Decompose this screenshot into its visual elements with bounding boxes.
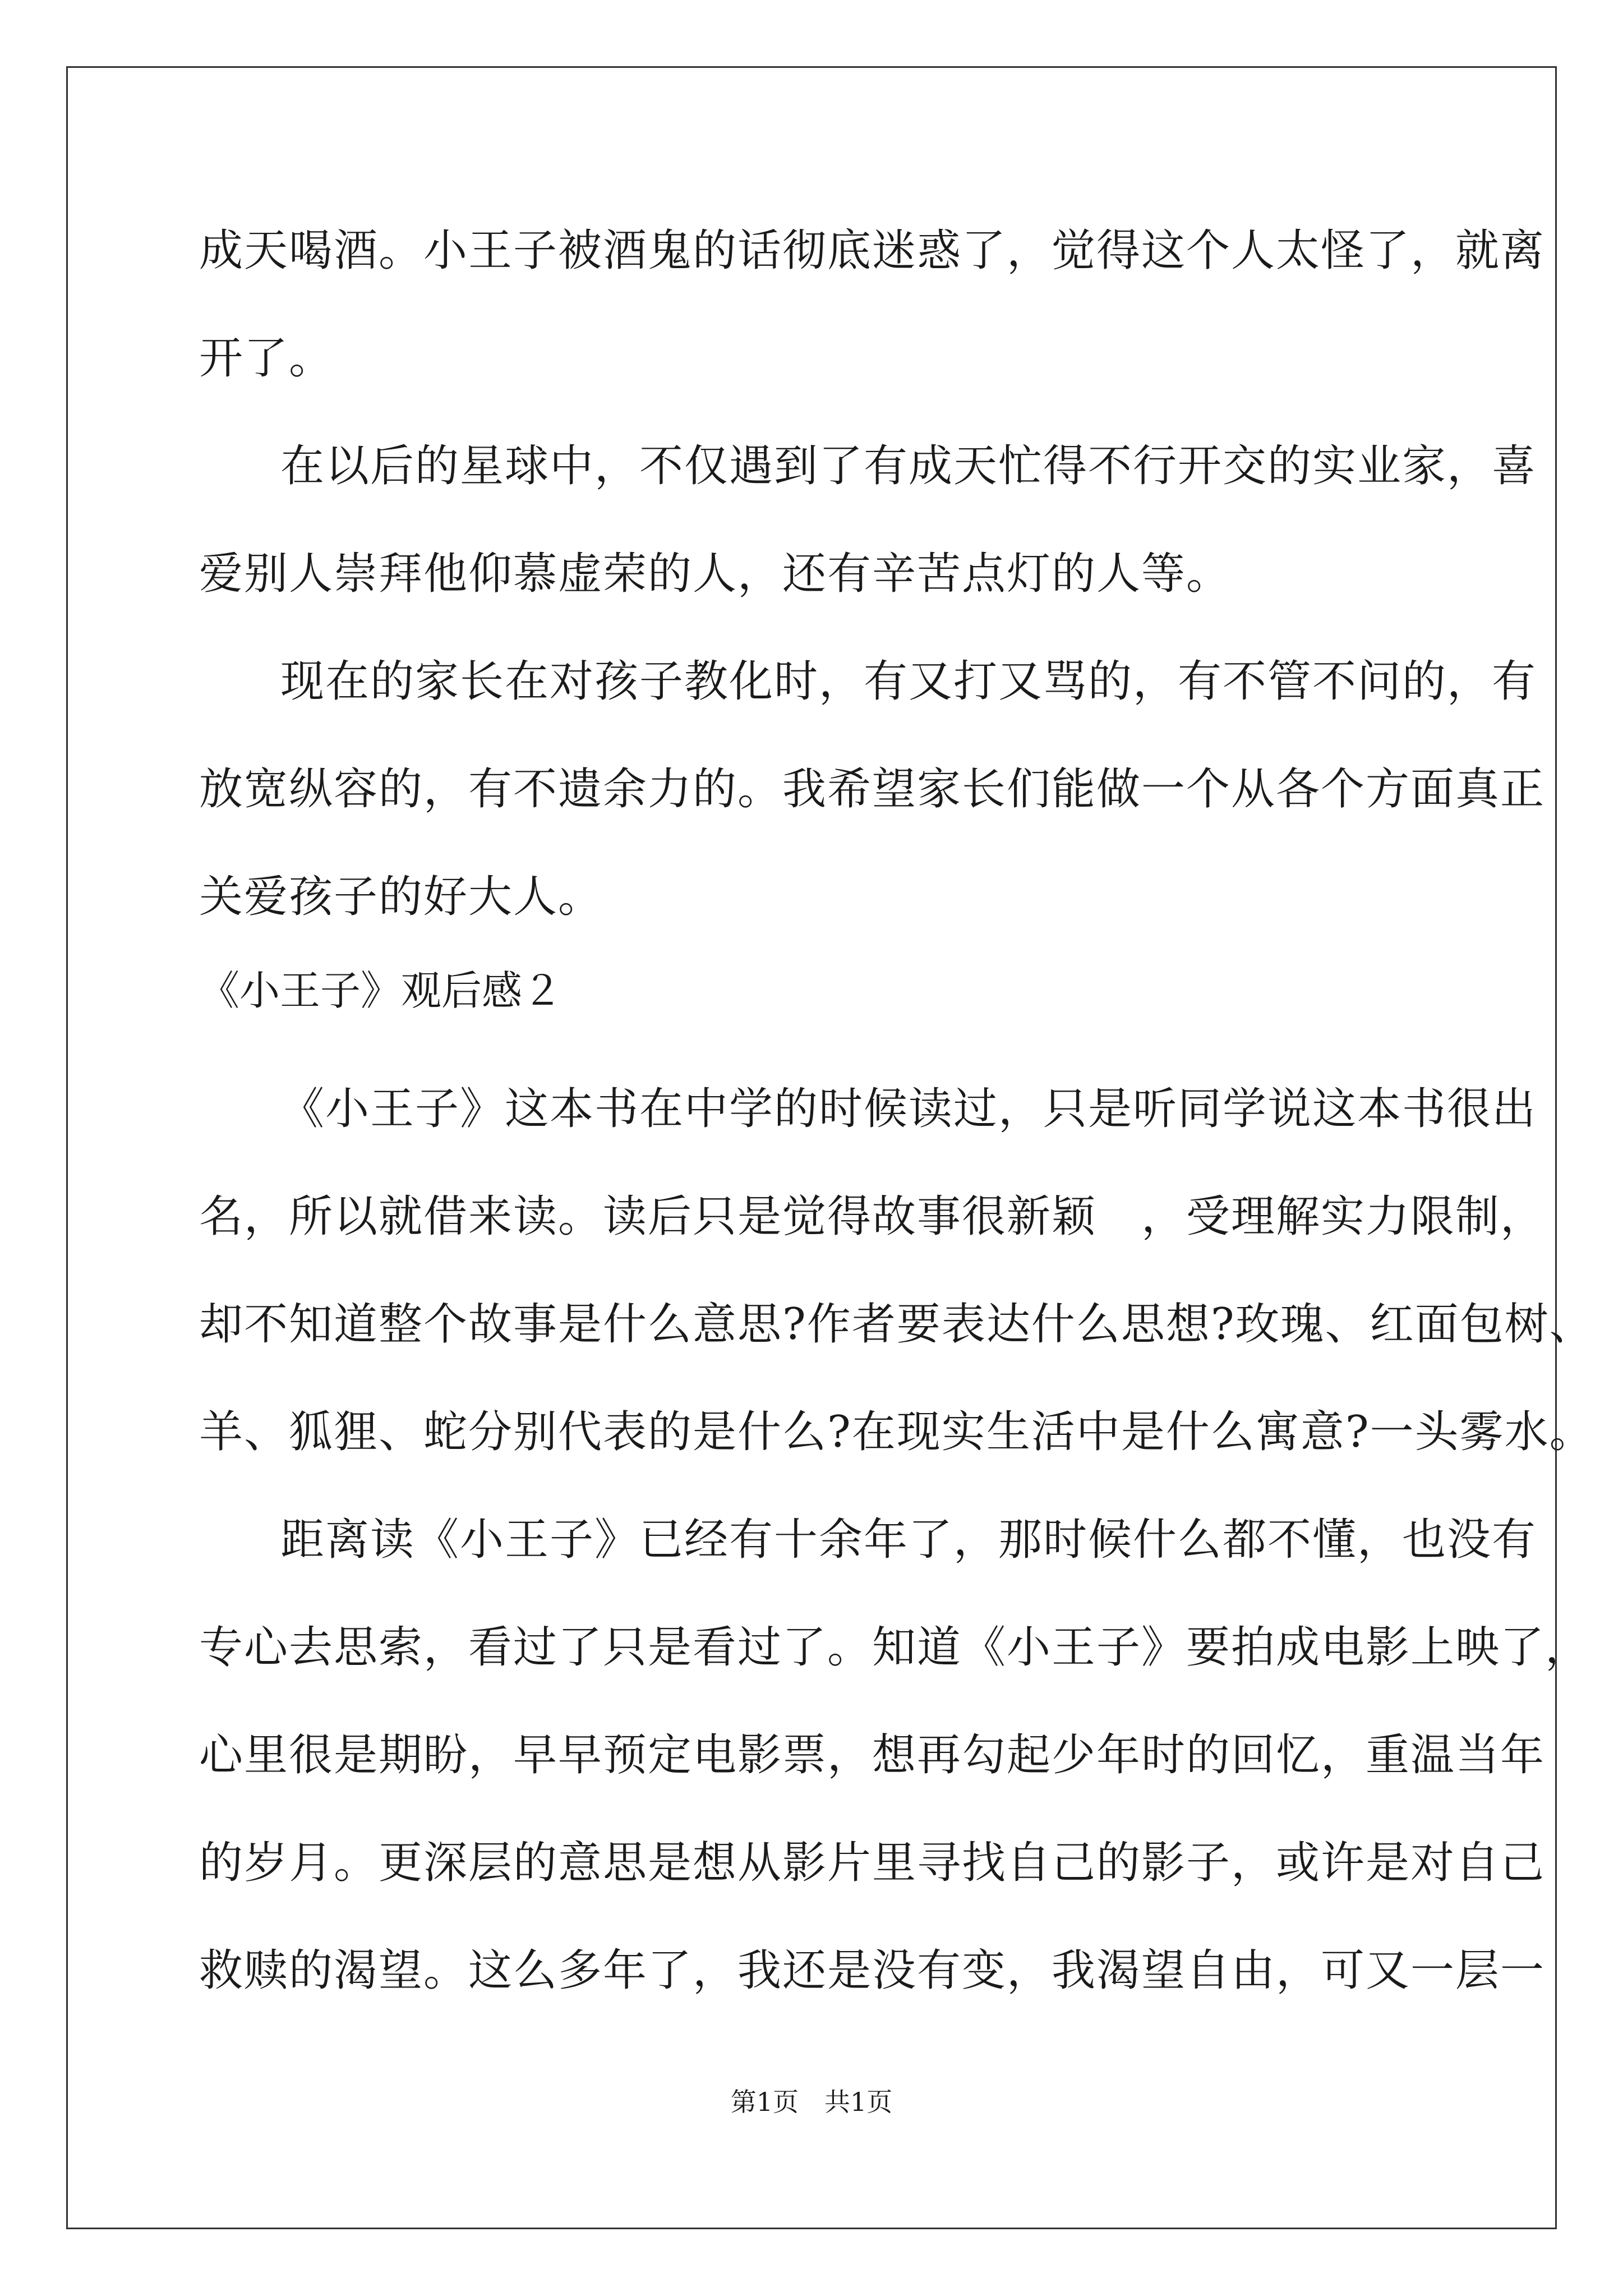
paragraph-line: 羊、狐狸、蛇分别代表的是什么?在现实生活中是什么寓意?一头雾水。 bbox=[199, 1407, 1594, 1457]
paragraph-line: 关爱孩子的好大人。 bbox=[199, 872, 603, 922]
paragraph-line: 在以后的星球中，不仅遇到了有成天忙得不行开交的实业家，喜 bbox=[280, 441, 1537, 491]
section-title: 《小王子》观后感２ bbox=[199, 967, 563, 1014]
paragraph-line: 专心去思索，看过了只是看过了。知道《小王子》要拍成电影上映了， bbox=[199, 1622, 1590, 1673]
paragraph-line: 救赎的渴望。这么多年了，我还是没有变，我渴望自由，可又一层一 bbox=[199, 1945, 1546, 1996]
paragraph-line: 却不知道整个故事是什么意思?作者要表达什么思想?玫瑰、红面包树、 bbox=[199, 1299, 1594, 1350]
page-footer: 第1页 共1页 bbox=[730, 2087, 893, 2117]
paragraph-line: 爱别人崇拜他仰慕虚荣的人，还有辛苦点灯的人等。 bbox=[199, 549, 1232, 599]
paragraph-line: 现在的家长在对孩子教化时，有又打又骂的，有不管不问的，有 bbox=[280, 656, 1537, 707]
paragraph-line: 的岁月。更深层的意思是想从影片里寻找自己的影子，或许是对自己 bbox=[199, 1838, 1546, 1888]
paragraph-line: 心里很是期盼，早早预定电影票，想再勾起少年时的回忆，重温当年 bbox=[199, 1730, 1546, 1780]
paragraph-line: 放宽纵容的，有不遗余力的。我希望家长们能做一个从各个方面真正 bbox=[199, 764, 1546, 815]
paragraph-line: 《小王子》这本书在中学的时候读过，只是听同学说这本书很出 bbox=[280, 1084, 1537, 1134]
paragraph-line: 距离读《小王子》已经有十余年了，那时候什么都不懂，也没有 bbox=[280, 1515, 1537, 1565]
page-border bbox=[66, 66, 1557, 2229]
paragraph-line: 名，所以就借来读。读后只是觉得故事很新颖 ，受理解实力限制， bbox=[199, 1191, 1546, 1242]
paragraph-line: 开了。 bbox=[199, 333, 334, 384]
paragraph-line: 成天喝酒。小王子被酒鬼的话彻底迷惑了，觉得这个人太怪了，就离 bbox=[199, 226, 1546, 276]
